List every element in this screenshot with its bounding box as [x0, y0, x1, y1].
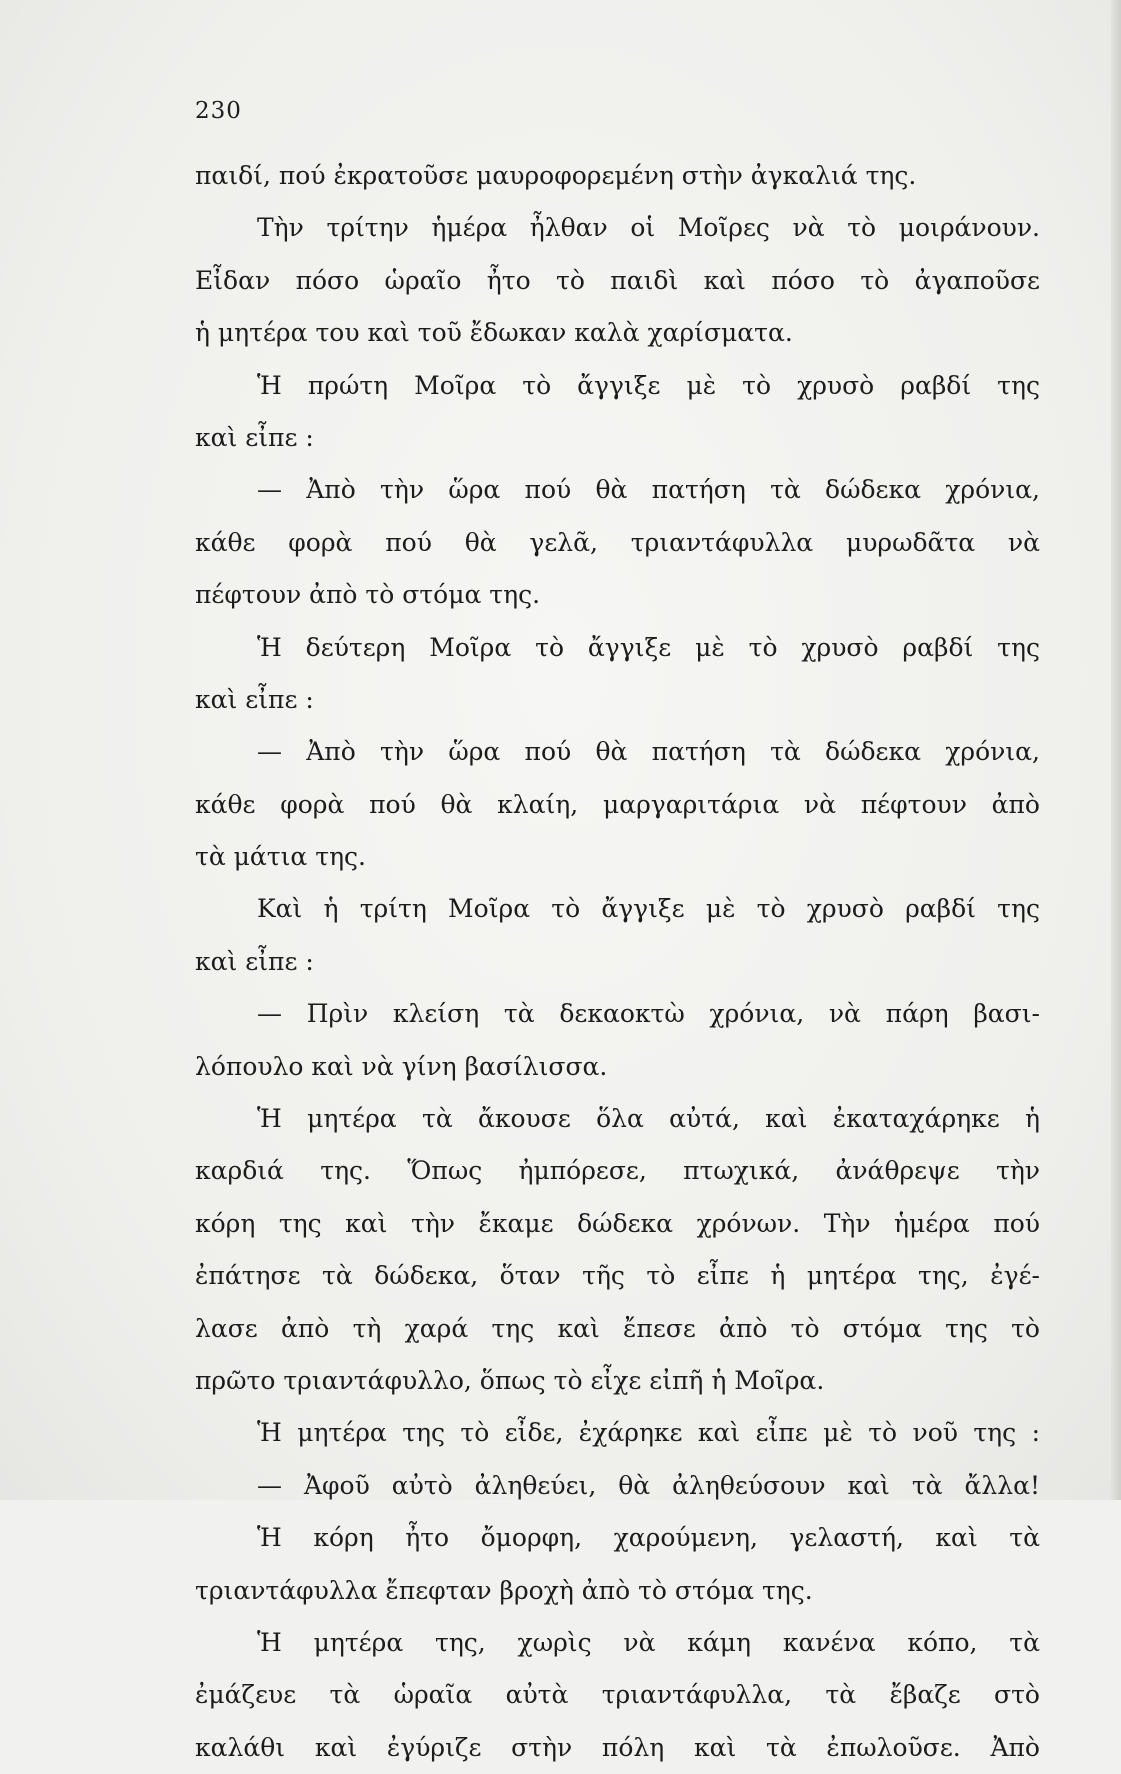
text-line: πέφτουν ἀπὸ τὸ στόμα της.: [195, 580, 541, 610]
text-line: κάθε φορὰ πού θὰ γελᾶ, τριαντάφυλλα μυρωδᾶτα νὰ: [195, 527, 1040, 557]
text-line: τὰ μάτια της.: [195, 842, 367, 872]
text-line: — Ἀπὸ τὴν ὥρα πού θὰ πατήση τὰ δώδεκα χρόνια,: [257, 737, 1040, 767]
text-line: λόπουλο καὶ νὰ γίνη βασίλισσα.: [195, 1051, 608, 1081]
text-line: καὶ εἶπε :: [195, 684, 314, 714]
text-line: Ἡ δεύτερη Μοῖρα τὸ ἄγγιξε μὲ τὸ χρυσὸ ραβδί της: [257, 632, 1040, 662]
text-line: παιδί, πού ἐκρατοῦσε μαυροφορεμένη στὴν ἀγκαλιά της.: [195, 161, 917, 190]
text-line: — Ἀπὸ τὴν ὥρα πού θὰ πατήση τὰ δώδεκα χρόνια,: [257, 475, 1040, 505]
text-line: Εἶδαν πόσο ὡραῖο ἦτο τὸ παιδὶ καὶ πόσο τὸ ἀγαποῦσε: [195, 265, 1040, 295]
text-line: Ἡ μητέρα της, χωρὶς νὰ κάμη κανένα κόπο, τὰ: [257, 1627, 1040, 1657]
text-line: λασε ἀπὸ τὴ χαρά της καὶ ἔπεσε ἀπὸ τὸ στόμα της τὸ: [195, 1313, 1040, 1343]
text-line: κάθε φορὰ πού θὰ κλαίη, μαργαριτάρια νὰ πέφτουν ἀπὸ: [195, 789, 1040, 819]
body-text: [195, 150, 1040, 1774]
page-edge-shadow: [1111, 0, 1121, 1500]
text-line: — Πρὶν κλείση τὰ δεκαοκτὼ χρόνια, νὰ πάρη βασι-: [257, 999, 1040, 1029]
text-line: Ἡ πρώτη Μοῖρα τὸ ἄγγιξε μὲ τὸ χρυσὸ ραβδί της: [257, 370, 1040, 400]
text-line: ἡ μητέρα του καὶ τοῦ ἔδωκαν καλὰ χαρίσματα.: [195, 318, 793, 348]
text-line: Ἡ μητέρα τὰ ἄκουσε ὅλα αὐτά, καὶ ἐκαταχάρηκε ἡ: [257, 1104, 1040, 1134]
text-line: καὶ εἶπε :: [195, 422, 314, 452]
text-line: ἐμάζευε τὰ ὡραῖα αὐτὰ τριαντάφυλλα, τὰ ἔβαζε στὸ: [195, 1680, 1040, 1710]
text-line: Ἡ μητέρα της τὸ εἶδε, ἐχάρηκε καὶ εἶπε μὲ τὸ νοῦ της :: [257, 1418, 1040, 1448]
text-line: Τὴν τρίτην ἡμέρα ἦλθαν οἱ Μοῖρες νὰ τὸ μοιράνουν.: [257, 213, 1040, 243]
text-line: καρδιά της. Ὅπως ἠμπόρεσε, πτωχικά, ἀνάθρεψε τὴν: [195, 1156, 1040, 1186]
text-line: Καὶ ἡ τρίτη Μοῖρα τὸ ἄγγιξε μὲ τὸ χρυσὸ ραβδί της: [257, 894, 1040, 924]
text-line: τριαντάφυλλα ἔπεφταν βροχὴ ἀπὸ τὸ στόμα της.: [195, 1575, 813, 1605]
page-number: 230: [195, 98, 242, 124]
text-line: καλάθι καὶ ἐγύριζε στὴν πόλη καὶ τὰ ἐπωλοῦσε. Ἀπὸ: [195, 1732, 1040, 1762]
text-line: — Ἀφοῦ αὐτὸ ἀληθεύει, θὰ ἀληθεύσουν καὶ τὰ ἄλλα!: [257, 1470, 1040, 1500]
text-line: Ἡ κόρη ἦτο ὄμορφη, χαρούμενη, γελαστή, καὶ τὰ: [257, 1523, 1040, 1553]
text-line: κόρη της καὶ τὴν ἔκαμε δώδεκα χρόνων. Τὴν ἡμέρα πού: [195, 1208, 1040, 1238]
text-line: καὶ εἶπε :: [195, 946, 314, 976]
text-line: πρῶτο τριαντάφυλλο, ὅπως τὸ εἶχε εἰπῆ ἡ Μοῖρα.: [195, 1365, 825, 1395]
text-line: ἐπάτησε τὰ δώδεκα, ὅταν τῆς τὸ εἶπε ἡ μητέρα της, ἐγέ-: [195, 1261, 1040, 1291]
